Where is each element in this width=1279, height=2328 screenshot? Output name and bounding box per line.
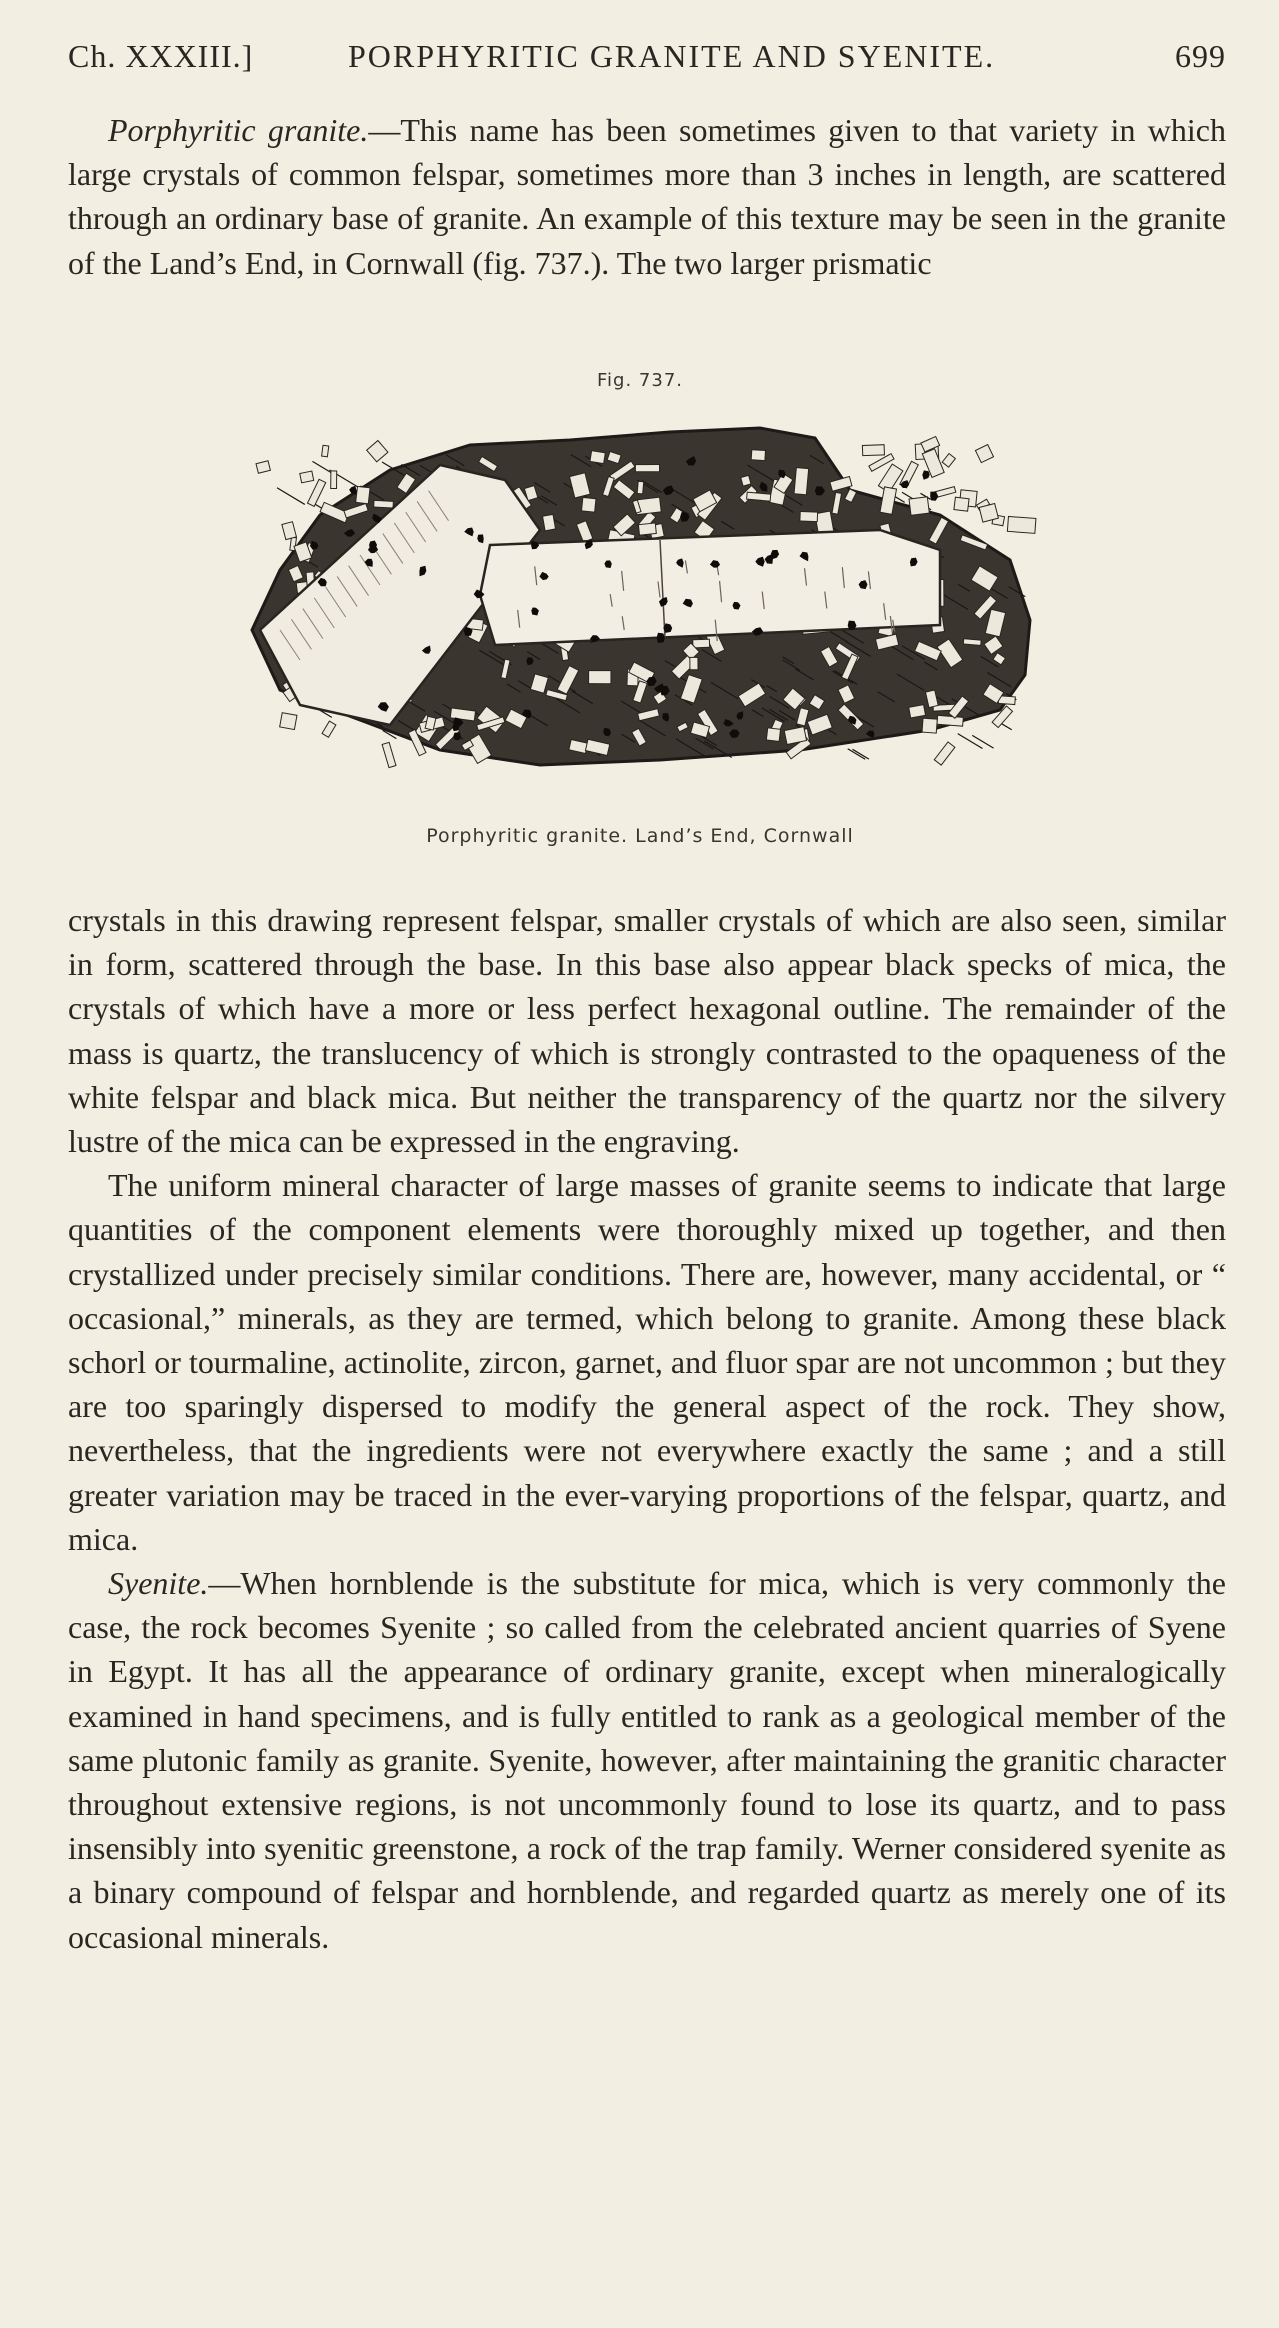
paragraph-syenite [68,1561,1226,1959]
term-porphyritic-granite: Porphyritic granite. [108,112,369,148]
small-felspar-crystal [954,497,969,511]
hatch-line [853,749,869,759]
mica-speck [349,486,356,495]
small-felspar-crystal [635,465,659,472]
page-number: 699 [1175,38,1226,74]
small-felspar-crystal [280,713,297,730]
small-felspar-crystal [690,657,698,669]
small-felspar-crystal [322,721,336,737]
paragraph-uniform-mineral: The uniform mineral character of large masses of granite seems to indicate that large quantities of the component elements were thoroughly mixed up together, and then crystallized under precisely similar conditions. There are, however, many accidental, or “ occasional,” minerals, as they are termed, which belong to granite. Among these black schorl or tourmaline, actinolite, zircon, garnet, and fluor spar are not uncommon ; but they are too sparingly dispersed to modify the general aspect of the rock. They show, nevertheless, that the ingredients were not everywhere exactly the same ; and a still greater variation may be traced in the ever-varying proportions of the felspar, quartz, and mica. [68,1167,1226,1557]
running-head [68,38,1226,82]
small-felspar-crystal [590,451,605,464]
small-felspar-crystal [747,492,771,501]
small-felspar-crystal [382,742,396,767]
small-felspar-crystal [934,742,955,765]
small-felspar-crystal [909,497,929,516]
small-felspar-crystal [300,471,314,483]
small-felspar-crystal [367,440,388,461]
large-felspar-crystal [480,530,940,645]
small-felspar-crystal [582,497,596,512]
small-felspar-crystal [638,523,656,535]
small-felspar-crystal [975,445,993,463]
small-felspar-crystal [331,471,337,489]
mica-speck [922,470,929,479]
small-felspar-crystal [543,514,556,530]
small-felspar-crystal [862,445,884,456]
small-felspar-crystal [979,504,998,523]
paragraph-text: —When hornblende is the substitute for mica, which is very commonly the case, the rock becomes Syenite ; so called from the celebrated ancient quarries of Syene in Egypt. It has all the appearance of ordinary granite, except when mineralogically examined in hand specimens, and is fully entitled to rank as a geological member of the same plutonic family as granite. Syenite, however, after maintaining the granitic character throughout extensive regions, is not uncommonly found to lose its quartz, and to pass insensibly into syenitic greenstone, a rock of the trap family. Werner considered syenite as a binary compound of felspar and hornblende, and regarded quartz as merely one of its occasional minerals. [68,1565,1226,1955]
term-syenite: Syenite. [108,1565,209,1602]
hatch-line [848,749,866,760]
small-felspar-crystal [256,461,270,474]
small-felspar-crystal [766,728,780,742]
paragraph-porphyritic-granite [68,108,1226,285]
small-felspar-crystal [589,671,611,684]
small-felspar-crystal [307,479,325,506]
paragraph-text: —This name has been sometimes given to that variety in which large crystals of common felspar, sometimes more than 3 inches in length, are scattered through an ordinary base of granite. An example of this texture may be seen in the granite of the Land’s End, in Cornwall (fig. 737.). The two larger prismatic [68,112,1227,281]
figure-number: Fig. 737. [597,370,683,391]
small-felspar-crystal [794,468,809,495]
small-felspar-crystal [800,511,818,521]
paragraph-continuation [68,898,1226,1959]
hatch-line [958,734,983,749]
small-felspar-crystal [282,522,297,540]
figure-737 [240,370,1040,850]
small-felspar-crystal [942,454,955,468]
paragraph-text: crystals in this drawing represent felspar, smaller crystals of which are also seen, similar in form, scattered through the base. In this base also appear black specks of mica, the crystals of which have a more or less perfect hexagonal outline. The remainder of the mass is quartz, the translucency of which is strongly contrasted to the opaqueness of the white felspar and black mica. But neither the transparency of the quartz nor the silvery lustre of the mica can be expressed in the engraving. [68,902,1226,1160]
small-felspar-crystal [322,445,329,456]
figure-caption: Porphyritic granite. Land’s End, Cornwall [426,825,854,847]
small-felspar-crystal [356,486,370,503]
small-felspar-crystal [922,718,937,733]
mica-speck [657,633,665,643]
small-felspar-crystal [751,450,765,461]
small-felspar-crystal [741,475,751,486]
small-felspar-crystal [1007,516,1036,533]
small-felspar-crystal [693,639,710,648]
small-felspar-crystal [637,481,644,494]
porphyritic-granite-engraving [240,420,1040,800]
chapter-label: Ch. XXXIII.] [68,38,254,74]
small-felspar-crystal [374,500,394,508]
hatch-line [972,735,993,748]
small-felspar-crystal [937,715,963,726]
hatch-line [277,488,305,505]
running-title: PORPHYRITIC GRANITE AND SYENITE. [348,38,996,74]
small-felspar-crystal [963,639,981,646]
small-felspar-crystal [909,705,926,718]
